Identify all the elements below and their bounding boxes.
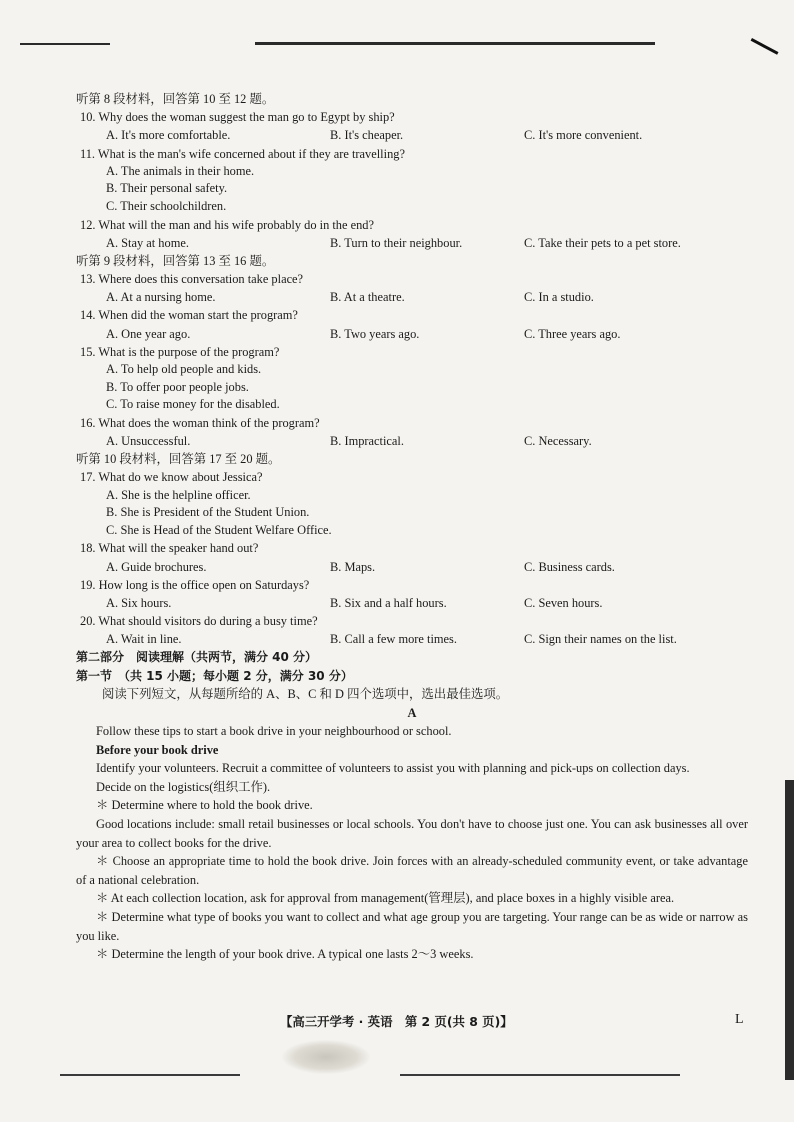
option-c: C. Their schoolchildren. [106, 198, 227, 213]
bottom-scan-line [60, 1074, 240, 1076]
question-stem: 19. How long is the office open on Saturdays? [80, 577, 310, 592]
option-a: A. Stay at home. [106, 235, 189, 250]
option-b: B. She is President of the Student Union. [106, 505, 310, 520]
option-c: C. It's more convenient. [524, 128, 643, 143]
option-c: C. In a studio. [524, 290, 594, 305]
question-stem: 20. What should visitors do during a busy time? [80, 614, 318, 629]
top-scan-line [20, 43, 110, 45]
question-stem: 18. What will the speaker hand out? [80, 541, 259, 556]
question-stem: 11. What is the man's wife concerned about if they are travelling? [80, 146, 405, 161]
question-19 [76, 576, 748, 612]
option-c: C. Necessary. [524, 434, 592, 448]
option-b: B. Six and a half hours. [330, 595, 447, 610]
part-two-title: 第二部分 阅读理解（共两节，满分 40 分） [76, 650, 318, 665]
option-a: A. The animals in their home. [106, 163, 255, 178]
option-c: C. She is Head of the Student Welfare Office. [106, 522, 332, 537]
option-b: B. Call a few more times. [330, 632, 457, 647]
option-b: B. Two years ago. [330, 326, 420, 341]
option-b: B. At a theatre. [330, 290, 405, 305]
passage-paragraph: Decide on the logistics(组织工作). [96, 779, 271, 794]
option-a: A. One year ago. [106, 326, 191, 341]
question-stem: 15. What is the purpose of the program? [80, 344, 280, 359]
option-b: B. Turn to their neighbour. [330, 235, 463, 250]
option-c: C. Sign their names on the list. [524, 632, 677, 647]
question-stem: 14. When did the woman start the program? [80, 308, 298, 323]
faded-stamp [282, 1040, 370, 1074]
passage-bullet: ＊ Choose an appropriate time to hold the book drive. Join forces with an already-scheduled community event, or take advantage of a national celebration. [76, 854, 748, 887]
option-b: B. To offer poor people jobs. [106, 379, 249, 394]
question-stem: 16. What does the woman think of the program? [80, 415, 320, 430]
option-a: A. At a nursing home. [106, 290, 216, 305]
question-20 [76, 612, 748, 648]
option-a: A. Wait in line. [106, 632, 182, 647]
option-a: A. Unsuccessful. [106, 434, 191, 448]
option-c: C. Three years ago. [524, 326, 621, 341]
passage-subheading: Before your book drive [96, 742, 219, 757]
question-18 [76, 539, 748, 575]
question-17 [76, 468, 748, 539]
option-a: A. It's more comfortable. [106, 128, 231, 143]
option-b: B. Their personal safety. [106, 181, 228, 196]
passage-bullet: ＊ Determine the length of your book drive. A typical one lasts 2～3 weeks. [96, 947, 474, 962]
paper-code: L [735, 1012, 744, 1027]
section-heading-8: 听第 8 段材料，回答第 10 至 12 题。 [76, 92, 275, 106]
option-a: A. Guide brochures. [106, 559, 207, 574]
question-16 [76, 414, 748, 450]
option-a: A. Six hours. [106, 595, 172, 610]
option-b: B. It's cheaper. [330, 128, 404, 143]
question-15 [76, 343, 748, 414]
question-14 [76, 306, 748, 342]
passage-paragraph: Identify your volunteers. Recruit a committee of volunteers to assist you with planning and pick-ups on collection days. [96, 761, 690, 776]
passage-bullet: ＊ Determine what type of books you want to collect and what age group you are targeting. Your range can be as wide or narrow as you like. [76, 909, 748, 943]
exam-content [76, 90, 748, 964]
passage-intro: Follow these tips to start a book drive in your neighbourhood or school. [96, 724, 452, 739]
option-c: C. Seven hours. [524, 595, 603, 610]
section-heading-10: 听第 10 段材料，回答第 17 至 20 题。 [76, 452, 281, 467]
bottom-scan-line [400, 1074, 680, 1076]
question-stem: 13. Where does this conversation take place? [80, 272, 304, 287]
reading-passage [76, 722, 748, 964]
option-b: B. Maps. [330, 559, 376, 574]
question-10 [76, 108, 748, 144]
option-c: C. To raise money for the disabled. [106, 397, 280, 412]
question-stem: 17. What do we know about Jessica? [80, 470, 263, 485]
passage-label: A [407, 705, 417, 720]
question-stem: 12. What will the man and his wife probably do in the end? [80, 217, 374, 232]
option-a: A. She is the helpline officer. [106, 487, 251, 502]
option-b: B. Impractical. [330, 434, 404, 448]
passage-bullet: ＊ Determine where to hold the book drive. [96, 798, 313, 813]
page-corner-mark [744, 38, 778, 67]
reading-instruction: 阅读下列短文，从每题所给的 A、B、C 和 D 四个选项中，选出最佳选项。 [102, 687, 509, 702]
scan-edge-shadow [785, 780, 794, 1080]
top-scan-line [255, 42, 655, 45]
question-13 [76, 270, 748, 306]
question-stem: 10. Why does the woman suggest the man go to Egypt by ship? [80, 110, 395, 125]
question-11 [76, 145, 748, 216]
passage-bullet: ＊ At each collection location, ask for approval from management(管理层), and place boxes in a highly visible area. [96, 891, 675, 906]
option-c: C. Business cards. [524, 559, 615, 574]
option-a: A. To help old people and kids. [106, 362, 262, 377]
section-one-title: 第一节 （共 15 小题；每小题 2 分，满分 30 分） [76, 668, 353, 683]
section-heading-9: 听第 9 段材料，回答第 13 至 16 题。 [76, 253, 275, 268]
page-footer: 【高三开学考 · 英语 第 2 页(共 8 页)】 [280, 1014, 513, 1029]
question-12 [76, 216, 748, 252]
passage-paragraph: Good locations include: small retail businesses or local schools. You don't have to choose just one. You can ask businesses all over your area to collect books for the drive. [76, 817, 748, 850]
option-c: C. Take their pets to a pet store. [524, 235, 681, 250]
